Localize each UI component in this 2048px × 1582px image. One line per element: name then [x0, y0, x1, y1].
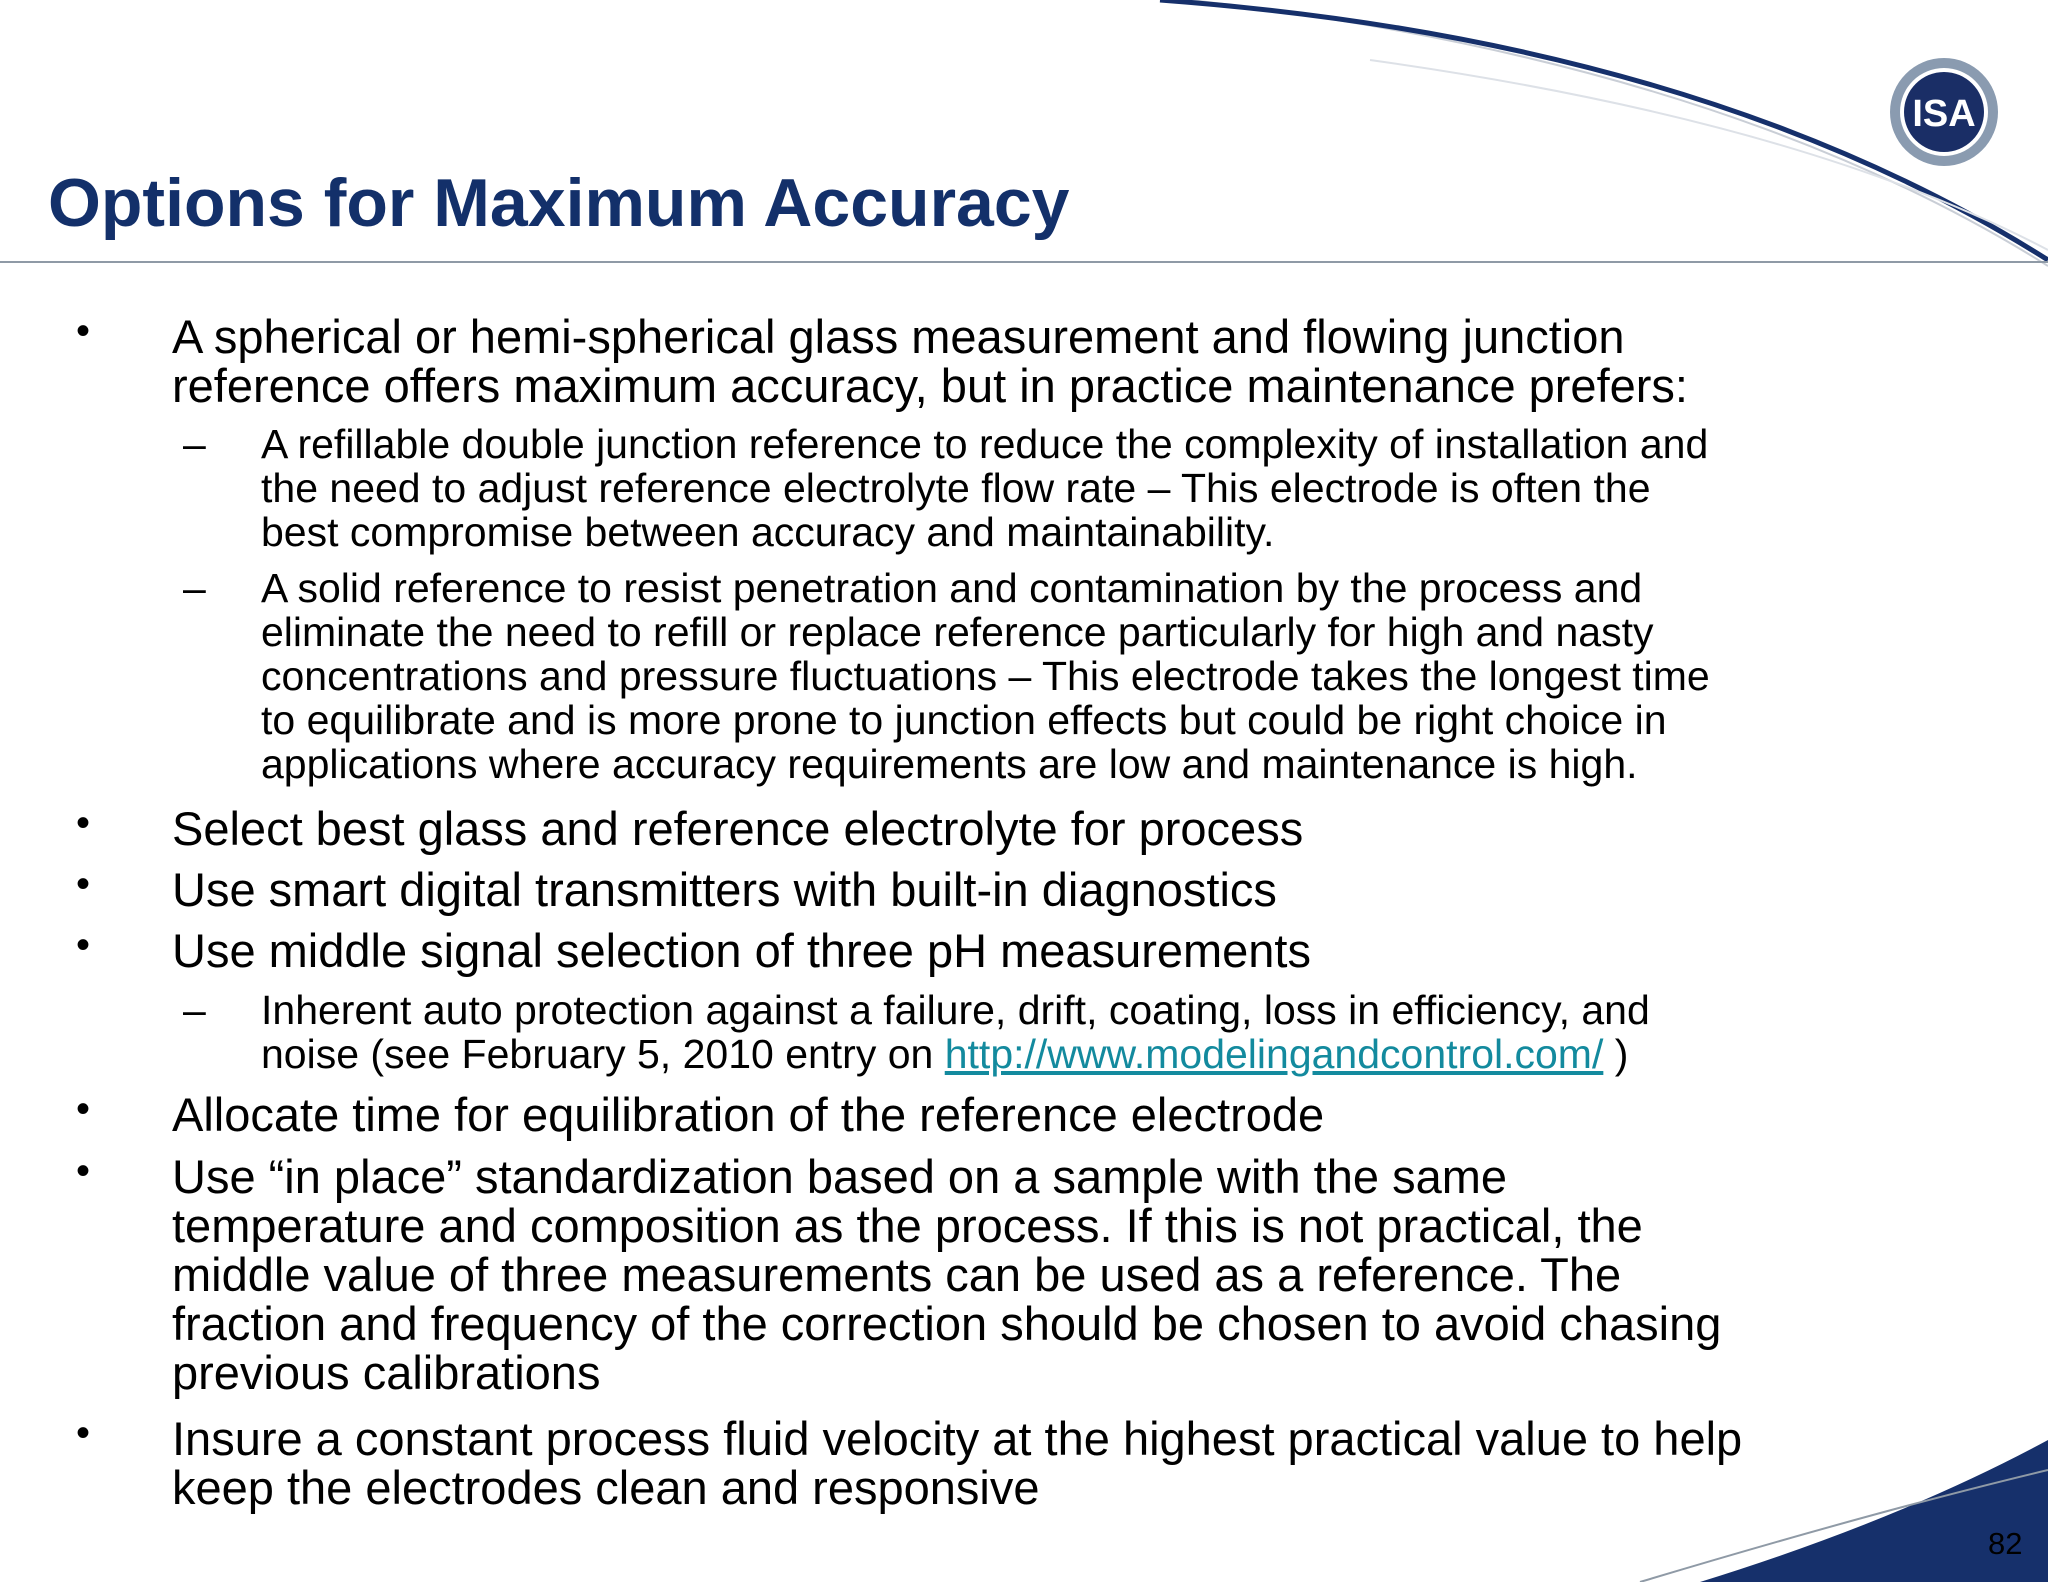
- bullet-4: Use middle signal selection of three pH measurements: [172, 924, 1311, 977]
- dash-marker: –: [183, 565, 206, 611]
- sub-1-2-line-5: applications where accuracy requirements are low and maintenance is high.: [261, 741, 1638, 787]
- isa-logo-icon: [1886, 54, 2002, 170]
- bullet-marker: •: [76, 923, 91, 967]
- bullet-6-line-5: previous calibrations: [172, 1346, 601, 1399]
- bullet-6-line-1: Use “in place” standardization based on a sample with the same: [172, 1150, 1508, 1203]
- bullet-marker: •: [76, 1411, 91, 1455]
- sub-1-2-line-2: eliminate the need to refill or replace reference particularly for high and nasty: [261, 609, 1654, 655]
- sub-1-1-line-3: best compromise between accuracy and maintainability.: [261, 509, 1275, 555]
- bullet-6-line-4: fraction and frequency of the correction should be chosen to avoid chasing: [172, 1297, 1722, 1350]
- sub-4-1-line-2: [261, 1031, 1628, 1078]
- title-divider: [0, 261, 2048, 263]
- bullet-5: Allocate time for equilibration of the reference electrode: [172, 1088, 1325, 1141]
- modelingandcontrol-link[interactable]: http://www.modelingandcontrol.com/: [944, 1031, 1604, 1077]
- dash-marker: –: [183, 421, 206, 467]
- bullet-2: Select best glass and reference electrolyte for process: [172, 802, 1304, 855]
- sub-1-2-line-3: concentrations and pressure fluctuations – This electrode takes the longest time: [261, 653, 1710, 699]
- bullet-marker: •: [76, 309, 91, 353]
- sub-4-1-line-1: Inherent auto protection against a failure, drift, coating, loss in efficiency, and: [261, 987, 1650, 1033]
- sub-4-1-text-after: ): [1603, 1031, 1629, 1077]
- slide-title: Options for Maximum Accuracy: [48, 165, 1070, 241]
- logo-text: ISA: [1912, 93, 1976, 135]
- bullet-marker: •: [76, 862, 91, 906]
- bullet-7-line-2: keep the electrodes clean and responsive: [172, 1461, 1040, 1514]
- bullet-marker: •: [76, 1149, 91, 1193]
- bullet-1-line-1: A spherical or hemi-spherical glass measurement and flowing junction: [172, 310, 1625, 363]
- bullet-6-line-2: temperature and composition as the process. If this is not practical, the: [172, 1199, 1643, 1252]
- bullet-7-line-1: Insure a constant process fluid velocity at the highest practical value to help: [172, 1412, 1743, 1465]
- bullet-marker: •: [76, 1087, 91, 1131]
- page-number: 82: [1988, 1526, 2023, 1561]
- sub-1-2-line-1: A solid reference to resist penetration and contamination by the process and: [261, 565, 1643, 611]
- bullet-3: Use smart digital transmitters with built-in diagnostics: [172, 863, 1277, 916]
- sub-1-1-line-2: the need to adjust reference electrolyte flow rate – This electrode is often the: [261, 465, 1651, 511]
- dash-marker: –: [183, 987, 206, 1033]
- bullet-6-line-3: middle value of three measurements can be used as a reference. The: [172, 1248, 1622, 1301]
- sub-1-2-line-4: to equilibrate and is more prone to junction effects but could be right choice in: [261, 697, 1667, 743]
- bullet-1-line-2: reference offers maximum accuracy, but in practice maintenance prefers:: [172, 359, 1688, 412]
- sub-1-1-line-1: A refillable double junction reference to reduce the complexity of installation and: [261, 421, 1709, 467]
- sub-4-1-text-before: noise (see February 5, 2010 entry on: [261, 1031, 945, 1077]
- bullet-marker: •: [76, 801, 91, 845]
